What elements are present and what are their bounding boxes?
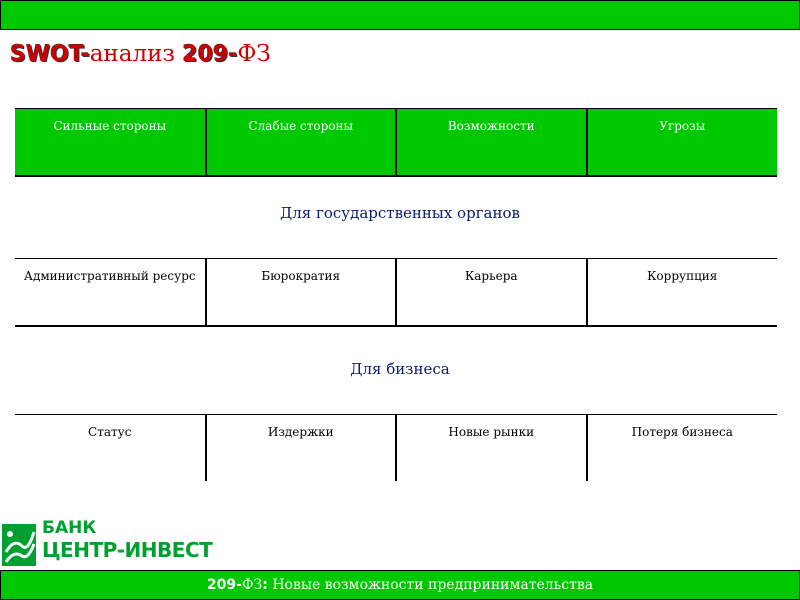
top-banner [0,0,800,30]
section-label-government: Для государственных органов [280,204,520,222]
biz-strength-cell: Статус [88,425,132,439]
header-strengths: Сильные стороны [15,109,206,177]
gov-opportunity-cell: Карьера [396,259,587,327]
gov-strength-cell: Административный ресурс [23,269,196,283]
logo-line-bank: БАНК [42,518,97,538]
swot-header-table [15,108,777,177]
footer-number: 209- [206,577,242,593]
section-label-business: Для бизнеса [350,360,450,378]
footer-banner [0,570,800,600]
footer-colon: : [262,577,268,593]
business-table [15,414,777,481]
government-table [15,258,777,327]
title-law: ФЗ [237,41,271,67]
gov-weakness-cell: Бюрократия [206,259,397,327]
footer-law: ФЗ [241,577,263,593]
header-opportunities: Возможности [396,109,587,177]
biz-opportunity-cell: Новые рынки [396,415,587,482]
title-analysis: анализ [89,41,183,67]
header-weaknesses: Слабые стороны [206,109,397,177]
table-row [15,259,777,327]
bank-logo-text [42,520,212,560]
biz-threat-cell: Потеря бизнеса [587,415,778,482]
title-swot: SWOT- [10,42,90,67]
footer-text: Новые возможности предпринимательства [267,577,594,593]
header-threats: Угрозы [587,109,778,177]
table-row [15,415,777,482]
biz-weakness-cell: Издержки [206,415,397,482]
slide-title [10,38,271,67]
title-number: 209- [182,42,238,67]
header-row [15,109,777,177]
bank-logo-icon [0,522,40,568]
gov-threat-cell: Коррупция [587,259,778,327]
logo-line-name: ЦЕНТР-ИНВЕСТ [42,538,213,562]
